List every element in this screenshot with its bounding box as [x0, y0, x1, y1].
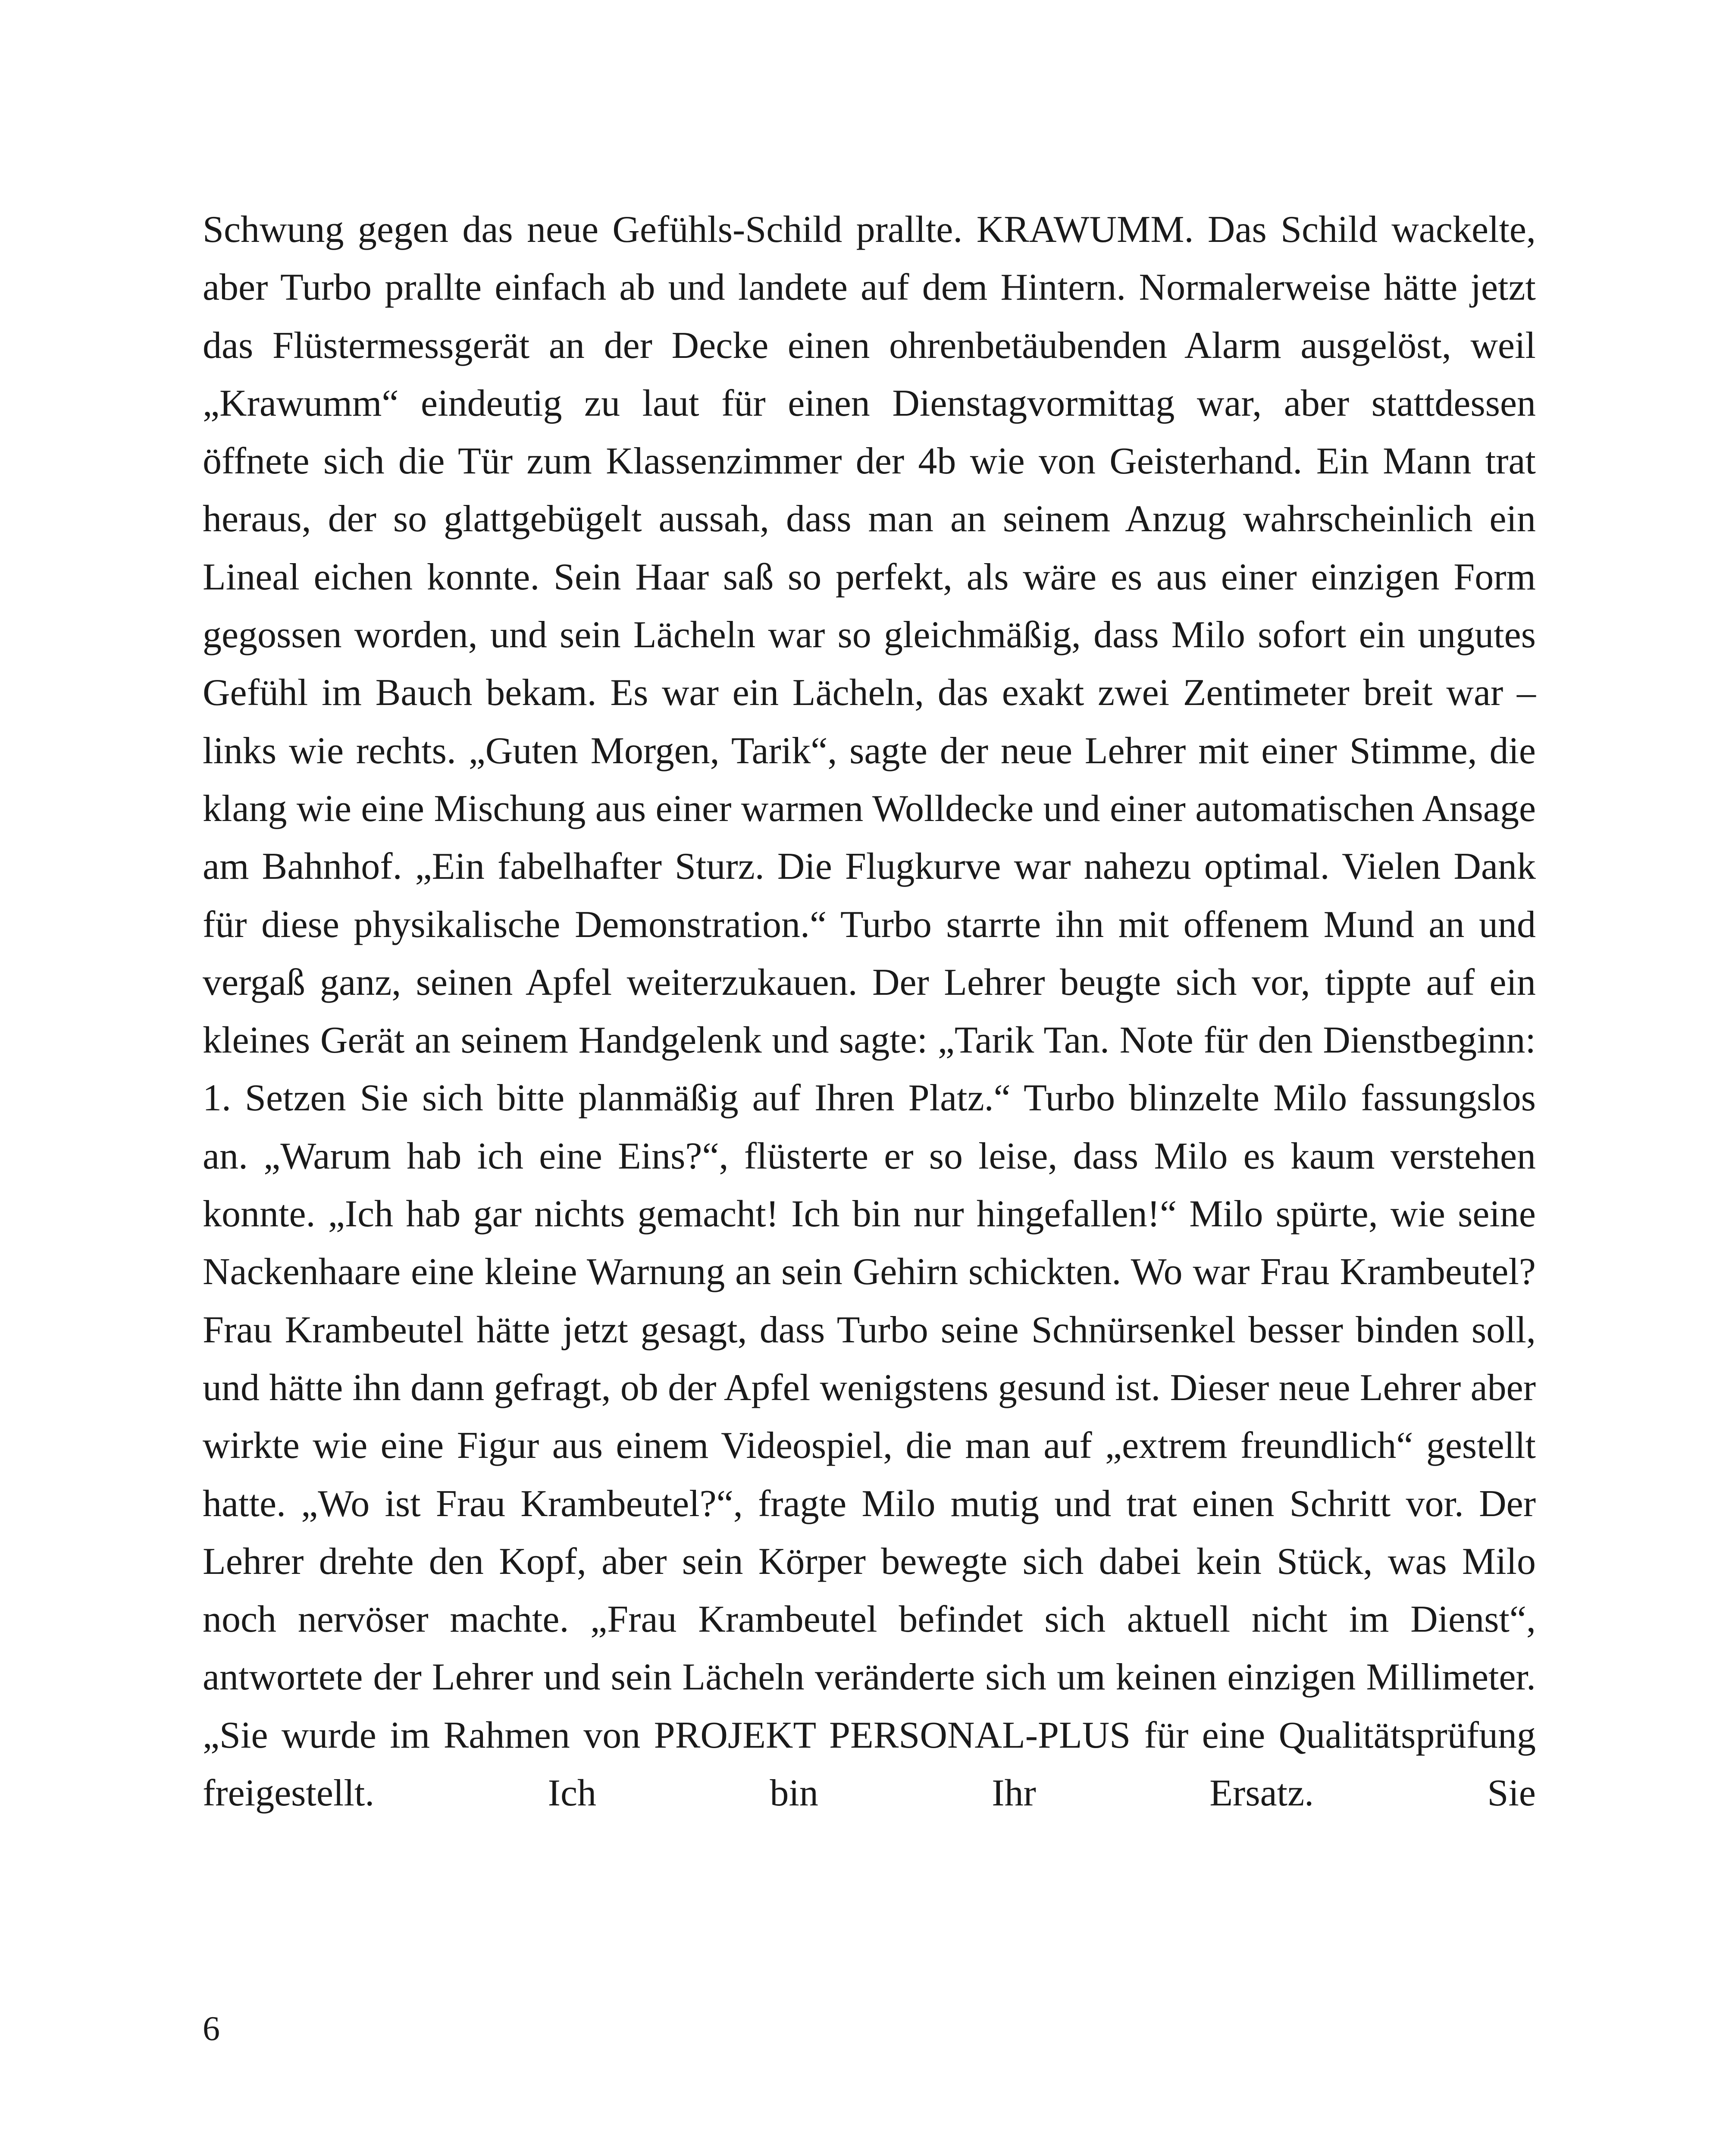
body-paragraph: Schwung gegen das neue Gefühls-Schild prallte. KRAWUMM. Das Schild wackelte, aber Turbo prallte einfach ab und landete auf dem Hintern. Normalerweise hätte jetzt das Flüstermessgerät an der Decke einen ohrenbetäubenden Alarm ausgelöst, weil „Krawumm“ eindeutig zu laut für einen Dienstagvormittag war, aber stattdessen öffnete sich die Tür zum Klassenzimmer der 4b wie von Geisterhand. Ein Mann trat heraus, der so glattgebügelt aussah, dass man an seinem Anzug wahrscheinlich ein Lineal eichen konnte. Sein Haar saß so perfekt, als wäre es aus einer einzigen Form gegossen worden, und sein Lächeln war so gleichmäßig, dass Milo sofort ein ungutes Gefühl im Bauch bekam. Es war ein Lächeln, das exakt zwei Zentimeter breit war – links wie rechts. „Guten Morgen, Tarik“, sagte der neue Lehrer mit einer Stimme, die klang wie eine Mischung aus einer warmen Wolldecke und einer automatischen Ansage am Bahnhof. „Ein fabelhafter Sturz. Die Flugkurve war nahezu optimal. Vielen Dank für diese physikalische Demonstration.“ Turbo starrte ihn mit offenem Mund an und vergaß ganz, seinen Apfel weiterzukauen. Der Lehrer beugte sich vor, tippte auf ein kleines Gerät an seinem Handgelenk und sagte: „Tarik Tan. Note für den Dienstbeginn: 1. Setzen Sie sich bitte planmäßig auf Ihren Platz.“ Turbo blinzelte Milo fassungslos an. „Warum hab ich eine Eins?“, flüsterte er so leise, dass Milo es kaum verstehen konnte. „Ich hab gar nichts gemacht! Ich bin nur hingefallen!“ Milo spürte, wie seine Nackenhaare eine kleine Warnung an sein Gehirn schickten. Wo war Frau Krambeutel? Frau Krambeutel hätte jetzt gesagt, dass Turbo seine Schnürsenkel besser binden soll, und hätte ihn dann gefragt, ob der Apfel wenigstens gesund ist. Dieser neue Lehrer aber wirkte wie eine Figur aus einem Videospiel, die man auf „extrem freundlich“ gestellt hatte. „Wo ist Frau Krambeutel?“, fragte Milo mutig und trat einen Schritt vor. Der Lehrer drehte den Kopf, aber sein Körper bewegte sich dabei kein Stück, was Milo noch nervöser machte. „Frau Krambeutel befindet sich aktuell nicht im Dienst“, antwortete der Lehrer und sein Lächeln veränderte sich um keinen einzigen Millimeter. „Sie wurde im Rahmen von PROJEKT PERSONAL-PLUS für eine Qualitätsprüfung freigestellt. Ich bin Ihr Ersatz. Sie	[203, 209, 1536, 1814]
page-number: 6	[203, 2010, 220, 2048]
